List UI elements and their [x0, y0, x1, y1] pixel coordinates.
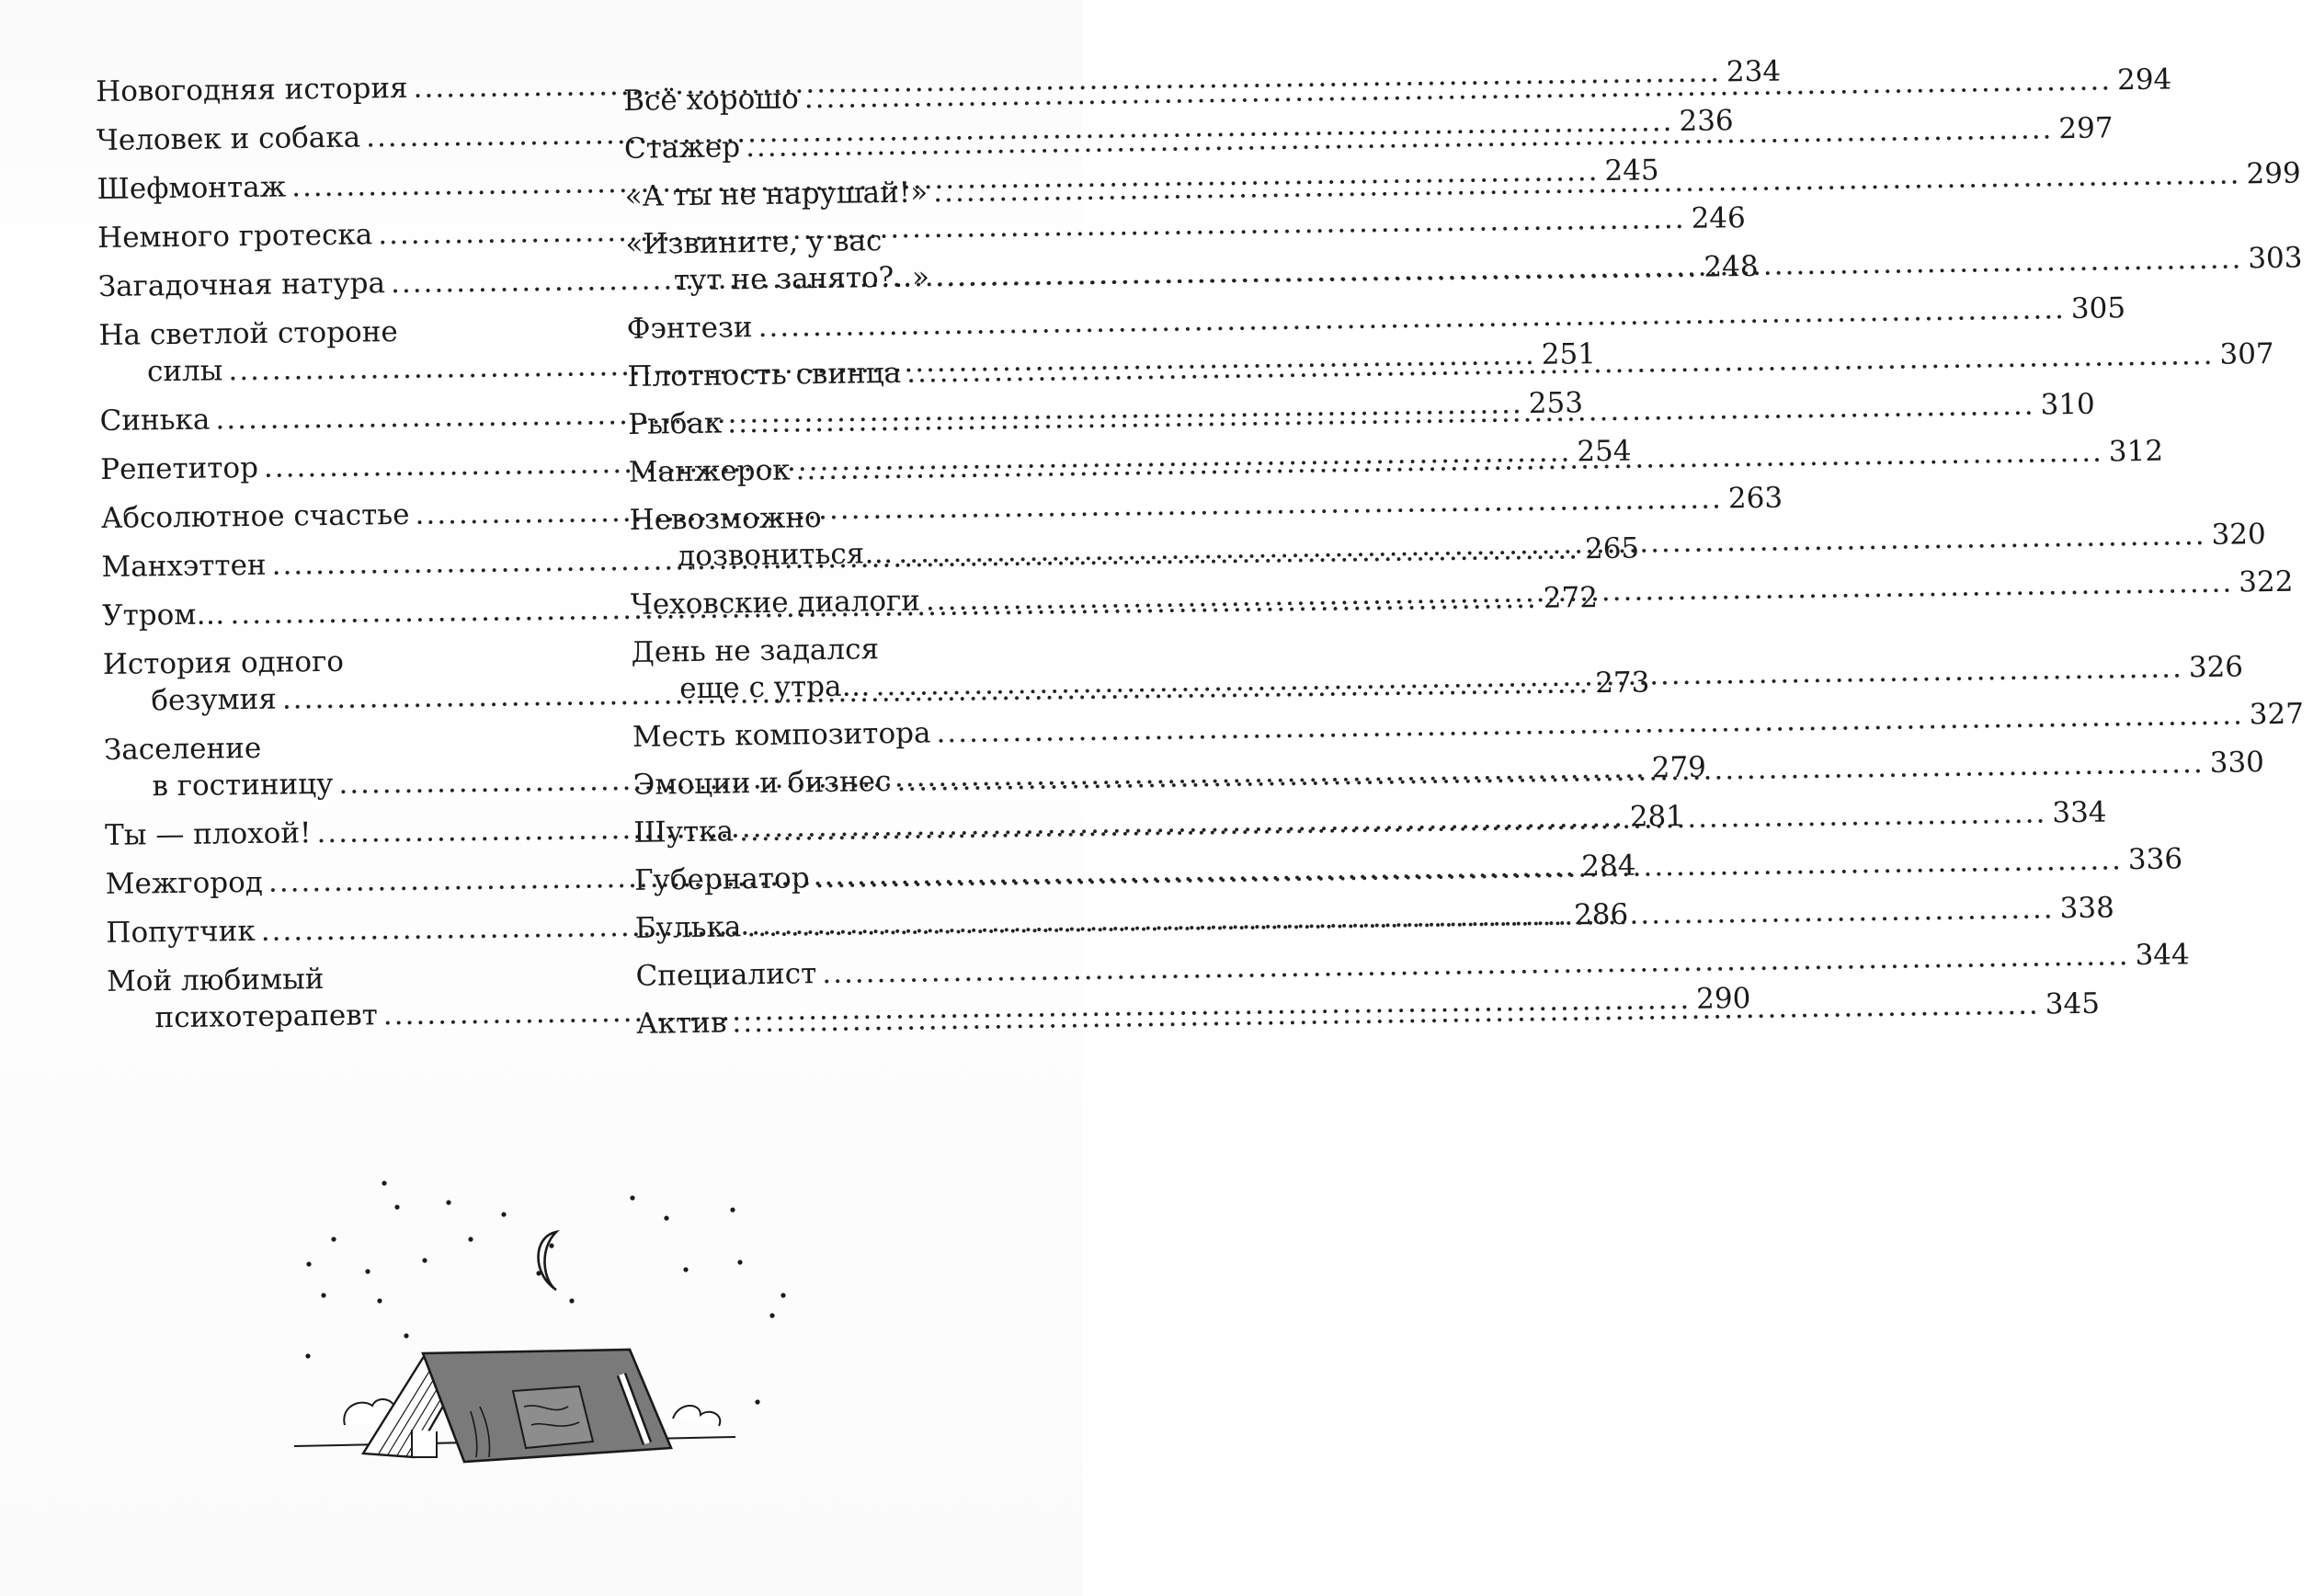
toc-title: На светлой стороне — [98, 315, 398, 352]
toc-title: Чеховские диалоги — [630, 584, 921, 621]
toc-title: Ты — плохой! — [104, 816, 312, 852]
toc-page-number: 236 — [1679, 104, 1734, 138]
toc-page-number: 297 — [2058, 111, 2114, 146]
toc-title: Репетитор — [100, 450, 259, 486]
toc-title: Шефмонтаж — [97, 170, 287, 206]
toc-page-number: 254 — [1577, 434, 1632, 469]
toc-title: Актив — [636, 1006, 727, 1041]
toc-title: Всё хорошо — [623, 82, 799, 118]
toc-page-number: 310 — [2040, 387, 2096, 422]
toc-page-number: 338 — [2059, 891, 2115, 926]
toc-title: Манхэттен — [101, 548, 267, 584]
toc-title: Мой любимый — [106, 963, 325, 998]
toc-entry — [635, 938, 2190, 995]
toc-page-number: 294 — [2116, 63, 2172, 97]
toc-page-number: 234 — [1726, 54, 1782, 89]
toc-page-number: 312 — [2108, 434, 2164, 469]
crescent-moon — [538, 1232, 556, 1290]
toc-title: Загадочная натура — [97, 267, 386, 303]
toc-page-number: 253 — [1528, 386, 1584, 420]
toc-page-number: 336 — [2127, 842, 2183, 877]
toc-page-number: 330 — [2209, 746, 2265, 780]
toc-title: Специалист — [635, 957, 817, 993]
toc-title: История одного — [102, 644, 345, 681]
toc-page-number: 251 — [1541, 337, 1597, 371]
toc-title: Синька — [99, 403, 211, 438]
toc-page-number: 286 — [1573, 897, 1629, 932]
toc-title: Заселение — [103, 731, 262, 767]
toc-page-number: 290 — [1695, 982, 1751, 1016]
toc-page-number: 305 — [2070, 291, 2126, 326]
toc-entry — [626, 291, 2126, 348]
toc-title-continued: еще с утра… — [678, 669, 871, 706]
toc-title-continued: безумия — [151, 682, 278, 718]
dot-leader — [896, 745, 2205, 800]
toc-title: Невозможно — [629, 501, 822, 537]
toc-entry — [632, 697, 2305, 756]
toc-page-number: 281 — [1629, 799, 1685, 834]
toc-title: «Извините, у вас — [625, 224, 883, 261]
toc-title: Стажер — [623, 131, 741, 165]
toc-page-number: 345 — [2045, 986, 2101, 1021]
toc-title: Плотность свинца — [627, 356, 902, 393]
toc-page-number: 246 — [1691, 201, 1746, 235]
bush-right — [673, 1406, 720, 1426]
tent-book-under-moon-icon — [276, 1181, 827, 1476]
toc-title: Месть композитора — [632, 716, 931, 754]
toc-title: Фэнтези — [626, 311, 753, 346]
toc-title: Губернатор — [633, 861, 810, 897]
toc-title-continued: психотерапевт — [154, 998, 379, 1035]
toc-title: Булька — [634, 910, 742, 945]
toc-page-number: 273 — [1594, 666, 1650, 701]
toc-title: Шутка — [633, 815, 735, 849]
toc-title: Манжерок — [628, 453, 791, 489]
toc-title: Человек и собака — [96, 120, 361, 157]
toc-page-number: 263 — [1727, 481, 1783, 516]
tent-door — [412, 1430, 437, 1457]
toc-title: День не задался — [631, 633, 880, 669]
toc-page-number: 303 — [2248, 241, 2303, 276]
toc-page-number: 307 — [2219, 336, 2274, 371]
dot-leader — [935, 240, 2243, 295]
toc-page-number: 299 — [2246, 156, 2301, 191]
toc-title: Утром… — [101, 598, 225, 633]
toc-page-number: 320 — [2211, 518, 2266, 552]
toc-title: Межгород — [105, 865, 264, 901]
toc-title: «А ты не нарушай!» — [624, 176, 929, 213]
toc-title-continued: силы — [146, 354, 223, 389]
toc-page-number: 272 — [1543, 581, 1599, 615]
toc-page-number: 327 — [2249, 697, 2305, 732]
toc-title-continued: дозвониться… — [677, 536, 894, 574]
toc-title-continued: тут не занято?..» — [673, 260, 930, 298]
toc-page-number: 322 — [2238, 564, 2294, 599]
toc-page-number: 344 — [2135, 938, 2190, 973]
toc-page-number: 265 — [1584, 531, 1640, 566]
toc-title: Немного гротеска — [97, 218, 373, 255]
toc-title: Новогодняя история — [96, 71, 408, 108]
toc-page-number: 279 — [1651, 750, 1707, 785]
toc-title: Рыбак — [627, 406, 723, 441]
toc-title-continued: в гостиницу — [152, 767, 334, 804]
cover-map — [513, 1386, 593, 1448]
toc-page-number: 326 — [2188, 650, 2244, 685]
toc-title: Попутчик — [106, 914, 256, 950]
toc-title: Абсолютное счастье — [100, 497, 410, 535]
toc-page-number: 248 — [1703, 249, 1759, 284]
toc-page-number: 334 — [2052, 795, 2107, 830]
toc-page-number: 284 — [1581, 849, 1636, 884]
toc-page-number: 245 — [1604, 154, 1659, 188]
toc-title: Эмоции и бизнес — [632, 765, 892, 802]
